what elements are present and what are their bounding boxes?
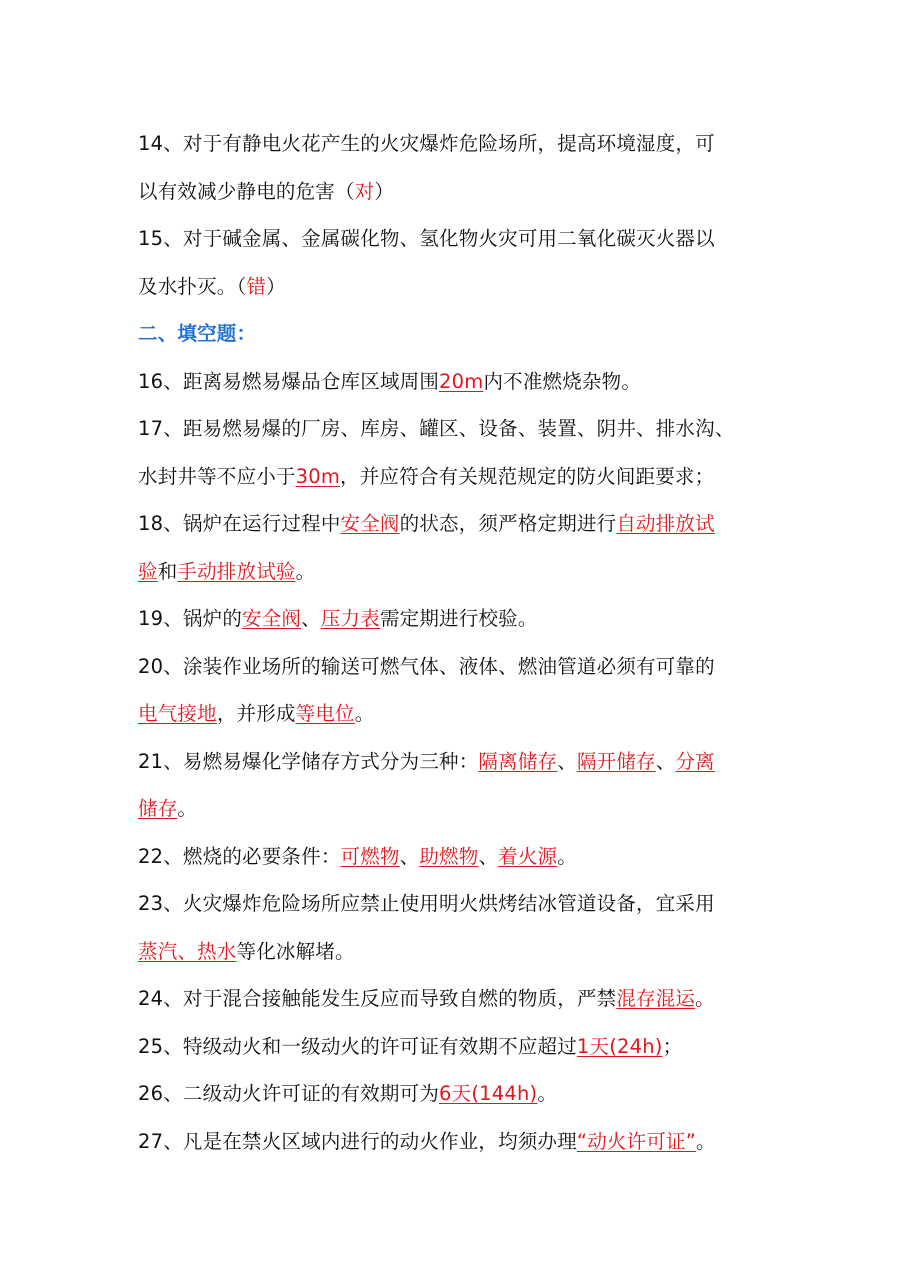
text-line (138, 362, 788, 410)
text-line (138, 172, 788, 220)
answer-text: 隔离储存 (478, 749, 558, 773)
answer-text: “动火许可证” (576, 1129, 697, 1153)
text-line (138, 1027, 788, 1075)
text-segment: 、 (655, 749, 676, 773)
text-line (138, 409, 788, 457)
text-segment: 20、涂装作业场所的输送可燃气体、液体、燃油管道必须有可靠的 (138, 654, 715, 678)
text-line (138, 647, 788, 695)
text-segment: 的状态，须严格定期进行 (399, 512, 617, 535)
text-line (138, 219, 788, 267)
text-segment: ，并应符合有关规范规定的防火间距要求； (340, 464, 715, 488)
answer-text: 自动排放试 (616, 512, 715, 535)
text-segment: 19、锅炉的 (138, 607, 243, 630)
text-segment: 。 (295, 559, 316, 583)
document-body (138, 124, 788, 1169)
text-segment: ，并形成 (216, 702, 296, 725)
text-line (138, 124, 788, 172)
text-line (138, 694, 788, 742)
text-segment: 等化冰解堵。 (236, 939, 355, 963)
text-line (138, 267, 788, 315)
answer-text: 着火源 (498, 844, 558, 868)
text-segment: 25、特级动火和一级动火的许可证有效期不应超过 (138, 1034, 577, 1058)
text-segment: 16、距离易燃易爆品仓库区域周围 (138, 369, 440, 393)
text-segment: 水封井等不应小于 (138, 464, 296, 488)
text-segment: 23、火灾爆炸危险场所应禁止使用明火烘烤结冰管道设备，宜采用 (138, 892, 715, 915)
text-segment: 需定期进行校验。 (379, 607, 538, 630)
text-segment: 21、易燃易爆化学储存方式分为三种： (138, 749, 479, 773)
text-line (138, 552, 788, 600)
text-line (138, 837, 788, 885)
text-segment: 17、距易燃易爆的厂房、库房、罐区、设备、装置、阴井、排水沟、 (138, 417, 735, 440)
text-segment: 。 (695, 987, 715, 1010)
answer-text: 手动排放试验 (177, 559, 296, 583)
text-segment: 内不准燃烧杂物。 (483, 369, 642, 393)
text-segment: ） (266, 274, 286, 298)
text-segment: 和 (157, 559, 178, 583)
text-segment: 27、凡是在禁火区域内进行的动火作业，均须办理 (138, 1129, 577, 1153)
text-segment: 、 (478, 844, 499, 868)
text-segment: 22、燃烧的必要条件： (138, 844, 341, 868)
answer-text: 可燃物 (340, 844, 400, 868)
text-segment: 24、对于混合接触能发生反应而导致自燃的物质，严禁 (138, 987, 617, 1010)
text-segment: ； (662, 1034, 683, 1058)
answer-text: 1天(24h) (576, 1034, 663, 1058)
answer-text: 安全阀 (242, 607, 302, 630)
text-line (138, 789, 788, 837)
answer-text: 混存混运 (616, 987, 696, 1010)
answer-text: 电气接地 (138, 702, 217, 725)
answer-text: 安全阀 (340, 512, 400, 535)
text-segment: 15、对于碱金属、金属碳化物、氢化物火灾可用二氧化碳灭火器以 (138, 227, 715, 250)
text-segment: 18、锅炉在运行过程中 (138, 512, 341, 535)
text-line (138, 457, 788, 505)
answer-text: 验 (138, 559, 158, 583)
text-segment: 、 (301, 607, 321, 630)
text-segment: 。 (354, 702, 375, 725)
text-segment: 以有效减少静电的危害（ (138, 179, 355, 203)
answer-text: 压力表 (320, 607, 380, 630)
text-segment: 及水扑灭。（ (138, 274, 247, 298)
answer-text: 蒸汽、热水 (138, 939, 237, 963)
text-segment: 、 (557, 749, 577, 773)
text-line (138, 599, 788, 647)
answer-text: 隔开储存 (576, 749, 656, 773)
answer-text: 6天(144h) (439, 1082, 538, 1105)
text-segment: 、 (399, 844, 420, 868)
text-segment: 14、对于有静电火花产生的火灾爆炸危险场所，提高环境湿度，可 (138, 132, 715, 155)
text-segment: 26、二级动火许可证的有效期可为 (138, 1082, 440, 1105)
text-line (138, 742, 788, 790)
text-segment: 。 (696, 1129, 716, 1153)
text-line (138, 1122, 788, 1170)
section-heading: 二、填空题： (138, 322, 257, 345)
text-segment: ） (374, 179, 395, 203)
answer-text: 20m (439, 369, 484, 393)
answer-text: 等电位 (295, 702, 355, 725)
answer-text: 分离 (675, 749, 715, 773)
text-line (138, 979, 788, 1027)
answer-text: 助燃物 (419, 844, 479, 868)
text-line (138, 1074, 788, 1122)
text-line (138, 314, 788, 362)
answer-text: 储存 (138, 797, 178, 820)
text-segment: 。 (537, 1082, 558, 1105)
answer-text: 对 (354, 179, 375, 203)
text-segment: 。 (557, 844, 577, 868)
text-line (138, 884, 788, 932)
text-line (138, 504, 788, 552)
text-segment: 。 (177, 797, 198, 820)
answer-text: 错 (246, 274, 267, 298)
answer-text: 30m (295, 464, 341, 488)
text-line (138, 932, 788, 980)
